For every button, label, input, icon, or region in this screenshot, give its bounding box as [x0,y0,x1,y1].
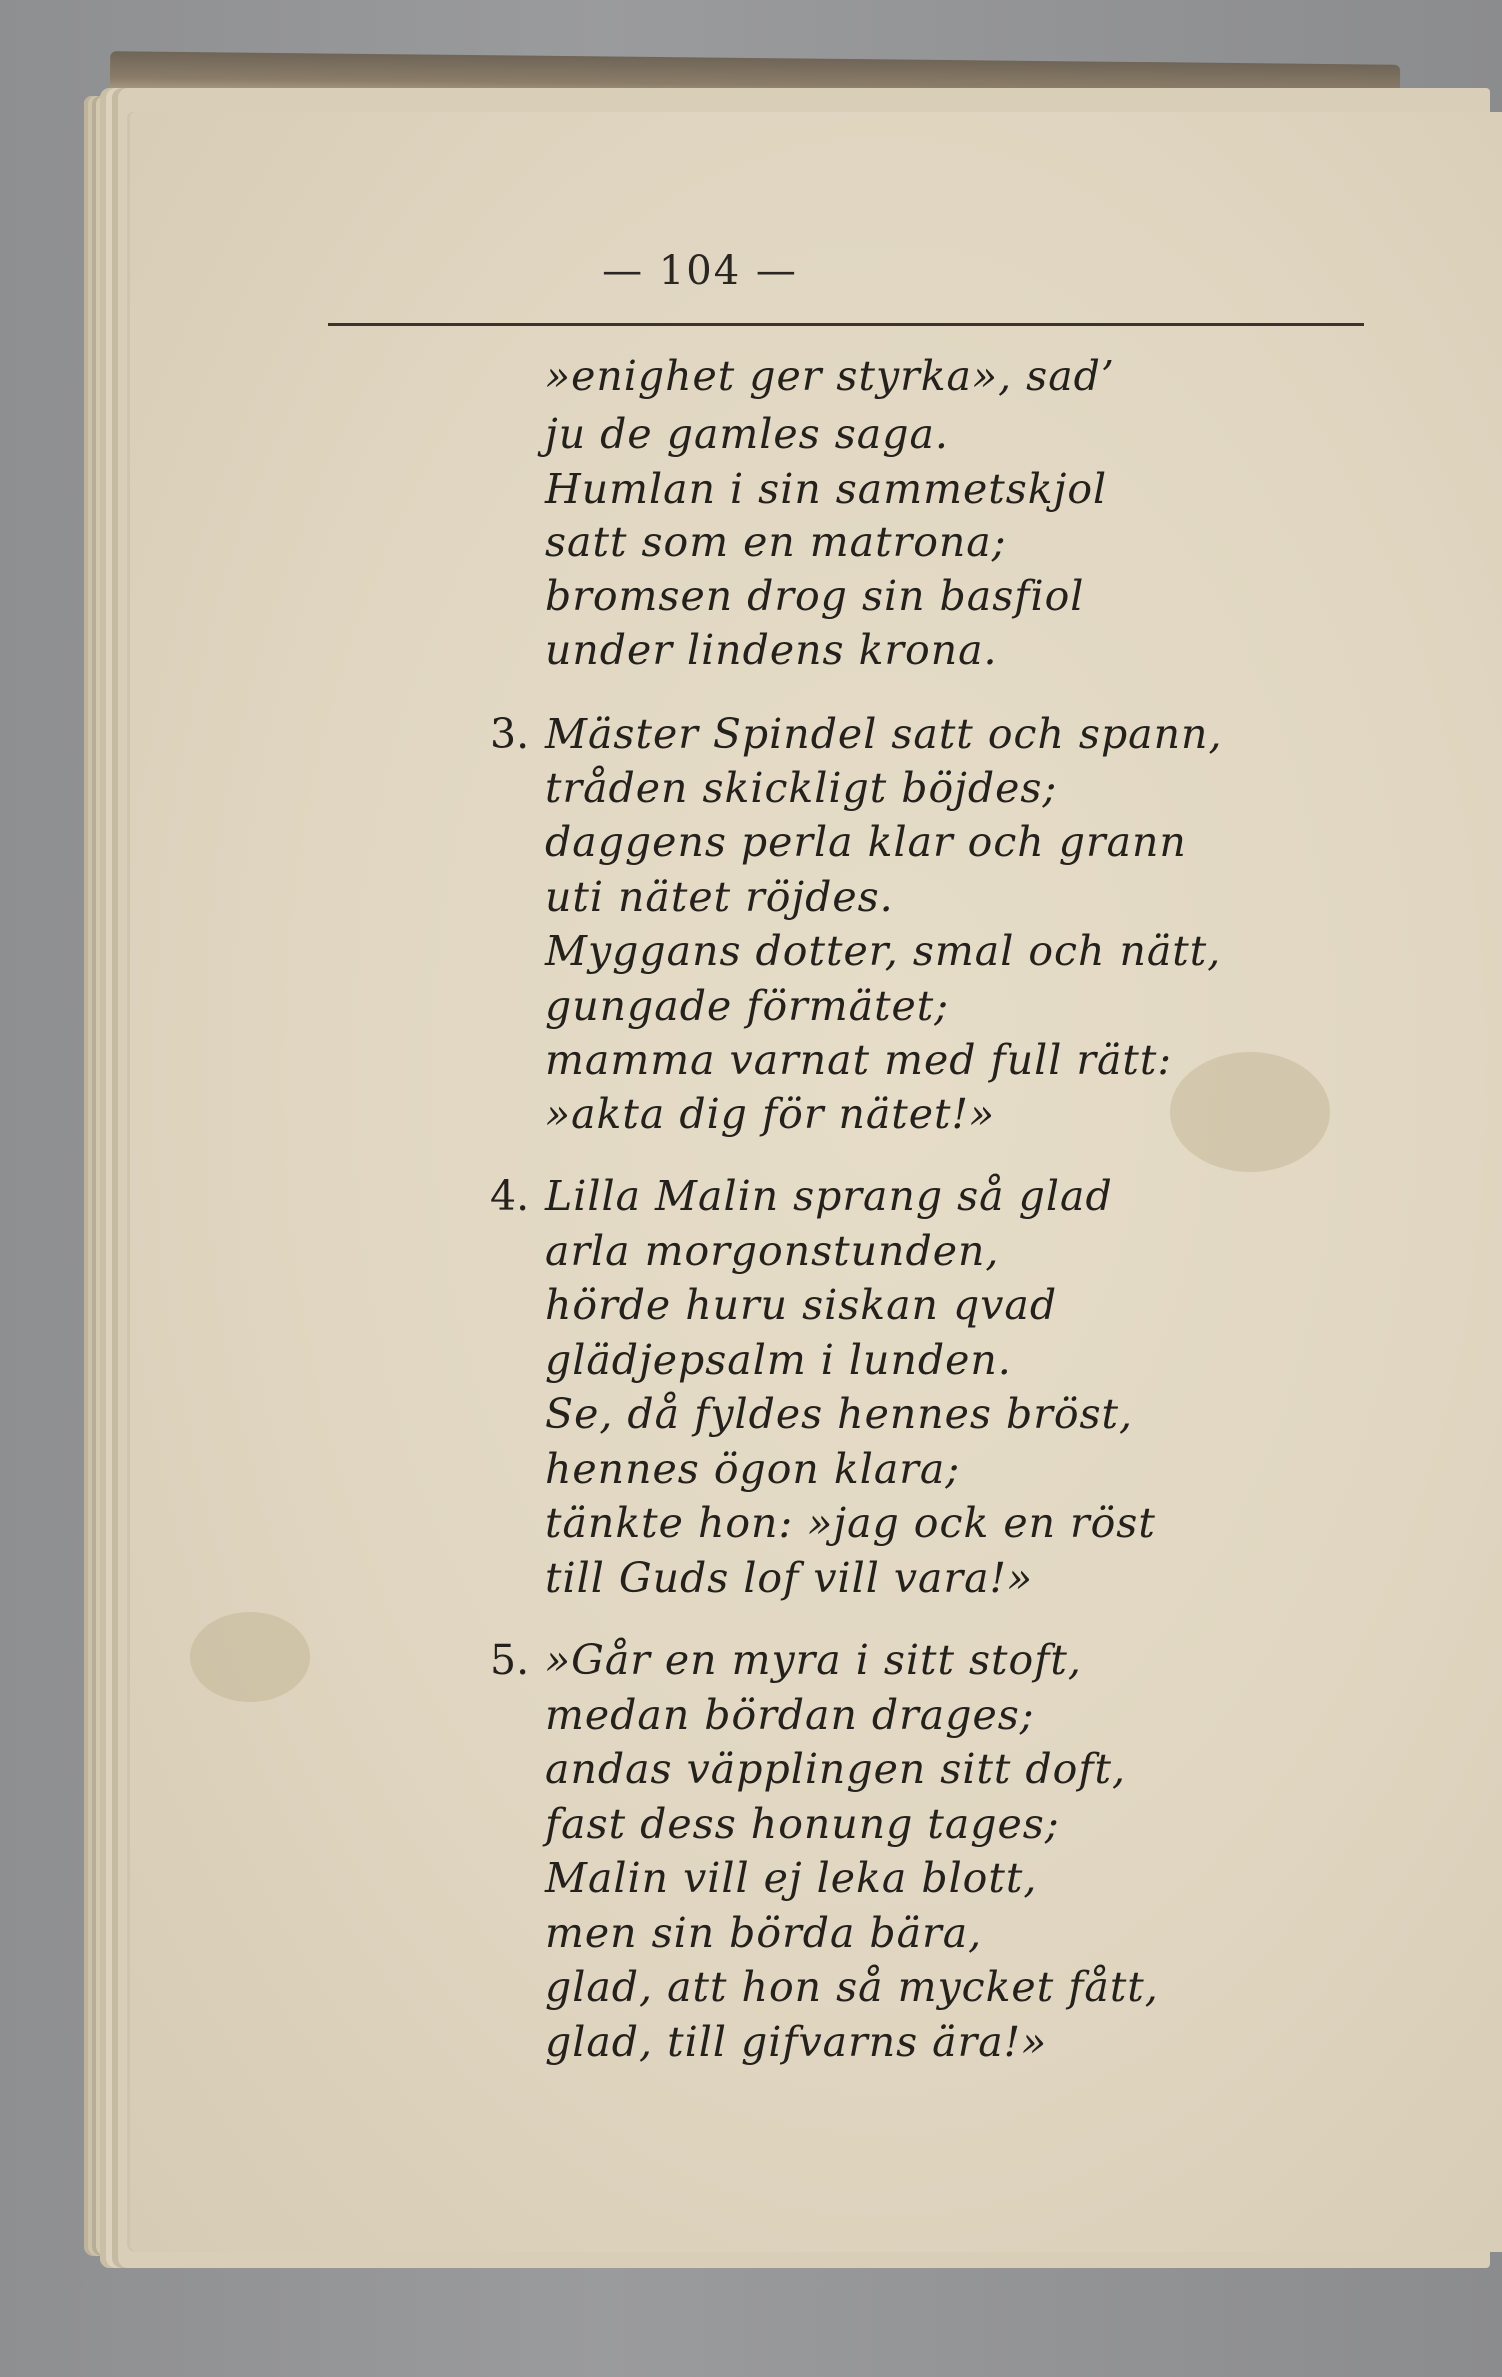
verse-line: daggens perla klar och grann [545,818,1187,866]
verse-line: bromsen drog sin basfiol [545,572,1085,620]
stanza-number: 4. [490,1172,530,1220]
verse-line: tänkte hon: »jag ock en röst [545,1499,1156,1547]
verse-line: Lilla Malin sprang så glad [545,1172,1113,1220]
verse-line: andas väpplingen sitt doft, [545,1745,1127,1793]
verse-line: Mäster Spindel satt och spann, [545,710,1223,758]
verse-line: till Guds lof vill vara!» [545,1554,1034,1602]
verse-line: gungade förmätet; [545,982,950,1030]
verse-line: ju de gamles saga. [545,410,949,458]
verse-line: mamma varnat med full rätt: [545,1036,1173,1084]
verse-line: glad, att hon så mycket fått, [545,1963,1159,2011]
stanza-number: 3. [490,710,530,758]
verse-line: under lindens krona. [545,626,998,674]
verse-line: hörde huru siskan qvad [545,1281,1058,1329]
verse-line: men sin börda bära, [545,1909,983,1957]
verse-line: satt som en matrona; [545,518,1007,566]
verse-line: medan bördan drages; [545,1691,1035,1739]
verse-line: uti nätet röjdes. [545,873,894,921]
stanza-number: 5. [490,1636,530,1684]
verse-line: »akta dig för nätet!» [545,1090,996,1138]
verse-line: »Går en myra i sitt stoft, [545,1636,1082,1684]
verse-line: fast dess honung tages; [545,1800,1060,1848]
verse-line: Malin vill ej leka blott, [545,1854,1038,1902]
page-number: — 104 — [602,248,798,294]
verse-line: arla morgonstunden, [545,1227,1000,1275]
verse-line: tråden skickligt böjdes; [545,764,1058,812]
verse-line: Humlan i sin sammetskjol [545,465,1108,513]
verse-line: hennes ögon klara; [545,1445,961,1493]
verse-line: glädjepsalm i lunden. [545,1336,1012,1384]
verse-line: Se, då fyldes hennes bröst, [545,1390,1134,1438]
verse-line: Myggans dotter, smal och nätt, [545,927,1222,975]
header-rule [328,323,1364,326]
verse-line: glad, till gifvarns ära!» [545,2018,1048,2066]
verse-line: »enighet ger styrka», sad’ [545,352,1115,400]
paper-stain [1170,1052,1330,1172]
paper-stain [190,1612,310,1702]
